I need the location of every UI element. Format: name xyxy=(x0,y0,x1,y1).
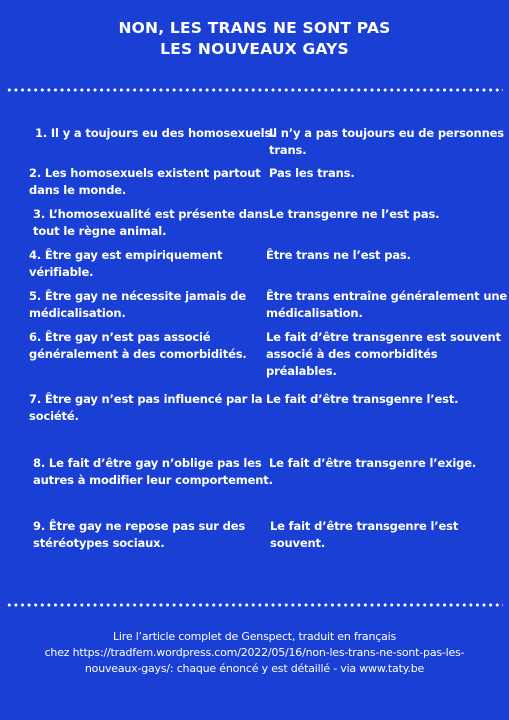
right-statement-1-line-1: Il n’y a pas toujours eu de personnes xyxy=(269,126,504,140)
left-statement-8-line-1: 8. Le fait d’être gay n’oblige pas les xyxy=(33,456,262,470)
footer-line-2: chez https://tradfem.wordpress.com/2022/05/16/non-les-trans-ne-sont-pas-les- xyxy=(44,646,465,659)
footer-line-3: nouveaux-gays/: chaque énoncé y est détaillé - via www.taty.be xyxy=(84,662,425,675)
right-statement-5 xyxy=(266,288,507,322)
left-statement-4-line-1: 4. Être gay est empiriquement xyxy=(29,248,223,262)
left-statement-7-line-2: société. xyxy=(29,409,79,423)
right-statement-5-line-2: médicalisation. xyxy=(266,306,363,320)
left-statement-5-line-2: médicalisation. xyxy=(29,306,126,320)
right-statement-2-line-1: Pas les trans. xyxy=(269,166,355,180)
right-statement-1 xyxy=(269,125,504,159)
right-statement-6 xyxy=(266,329,509,380)
left-statement-3-line-2: tout le règne animal. xyxy=(33,224,167,238)
right-statement-7 xyxy=(266,391,458,408)
left-statement-6-line-2: généralement à des comorbidités. xyxy=(29,347,247,361)
left-statement-7-line-1: 7. Être gay n’est pas influencé par la xyxy=(29,392,263,406)
left-statement-5-line-1: 5. Être gay ne nécessite jamais de xyxy=(29,289,247,303)
left-statement-1 xyxy=(35,125,275,142)
left-statement-9-line-2: stéréotypes sociaux. xyxy=(33,536,165,550)
dotted-divider-bottom xyxy=(6,603,503,607)
left-statement-9-line-1: 9. Être gay ne repose pas sur des xyxy=(33,519,246,533)
left-statement-2-line-1: 2. Les homosexuels existent partout xyxy=(29,166,261,180)
left-statement-4 xyxy=(29,247,222,281)
left-statement-6-line-1: 6. Être gay n’est pas associé xyxy=(29,330,211,344)
title-line-2: LES NOUVEAUX GAYS xyxy=(160,40,349,58)
right-statement-4-line-1: Être trans ne l’est pas. xyxy=(266,248,411,262)
page-title xyxy=(0,18,509,60)
right-statement-5-line-1: Être trans entraîne généralement une xyxy=(266,289,508,303)
left-statement-7 xyxy=(29,391,262,425)
dotted-divider-top xyxy=(6,88,503,92)
left-statement-1-line-1: 1. Il y a toujours eu des homosexuels. xyxy=(35,126,276,140)
left-statement-5 xyxy=(29,288,246,322)
right-statement-9 xyxy=(270,518,509,552)
left-statement-3-line-1: 3. L’homosexualité est présente dans xyxy=(33,207,270,221)
left-statement-2-line-2: dans le monde. xyxy=(29,183,127,197)
right-statement-9-line-1: Le fait d’être transgenre l’est souvent. xyxy=(270,519,459,550)
left-statement-3 xyxy=(33,206,269,240)
title-line-1: NON, LES TRANS NE SONT PAS xyxy=(118,19,391,37)
right-statement-6-line-1: Le fait d’être transgenre est souvent xyxy=(266,330,501,344)
right-statement-3-line-1: Le transgenre ne l’est pas. xyxy=(269,207,440,221)
right-statement-1-line-2: trans. xyxy=(269,143,307,157)
left-statement-6 xyxy=(29,329,247,363)
right-statement-6-line-2: associé à des comorbidités préalables. xyxy=(266,347,438,378)
right-statement-7-line-1: Le fait d’être transgenre l’est. xyxy=(266,392,459,406)
left-statement-8 xyxy=(33,455,273,489)
left-statement-9 xyxy=(33,518,245,552)
right-statement-2 xyxy=(269,165,355,182)
left-statement-4-line-2: vérifiable. xyxy=(29,265,94,279)
left-statement-8-line-2: autres à modifier leur comportement. xyxy=(33,473,273,487)
right-statement-4 xyxy=(266,247,411,264)
footer-line-1: Lire l’article complet de Genspect, traduit en français xyxy=(112,630,397,643)
right-statement-8 xyxy=(269,455,476,472)
left-statement-2 xyxy=(29,165,261,199)
right-statement-3 xyxy=(269,206,439,223)
source-footer xyxy=(0,629,509,677)
right-statement-8-line-1: Le fait d’être transgenre l’exige. xyxy=(269,456,477,470)
